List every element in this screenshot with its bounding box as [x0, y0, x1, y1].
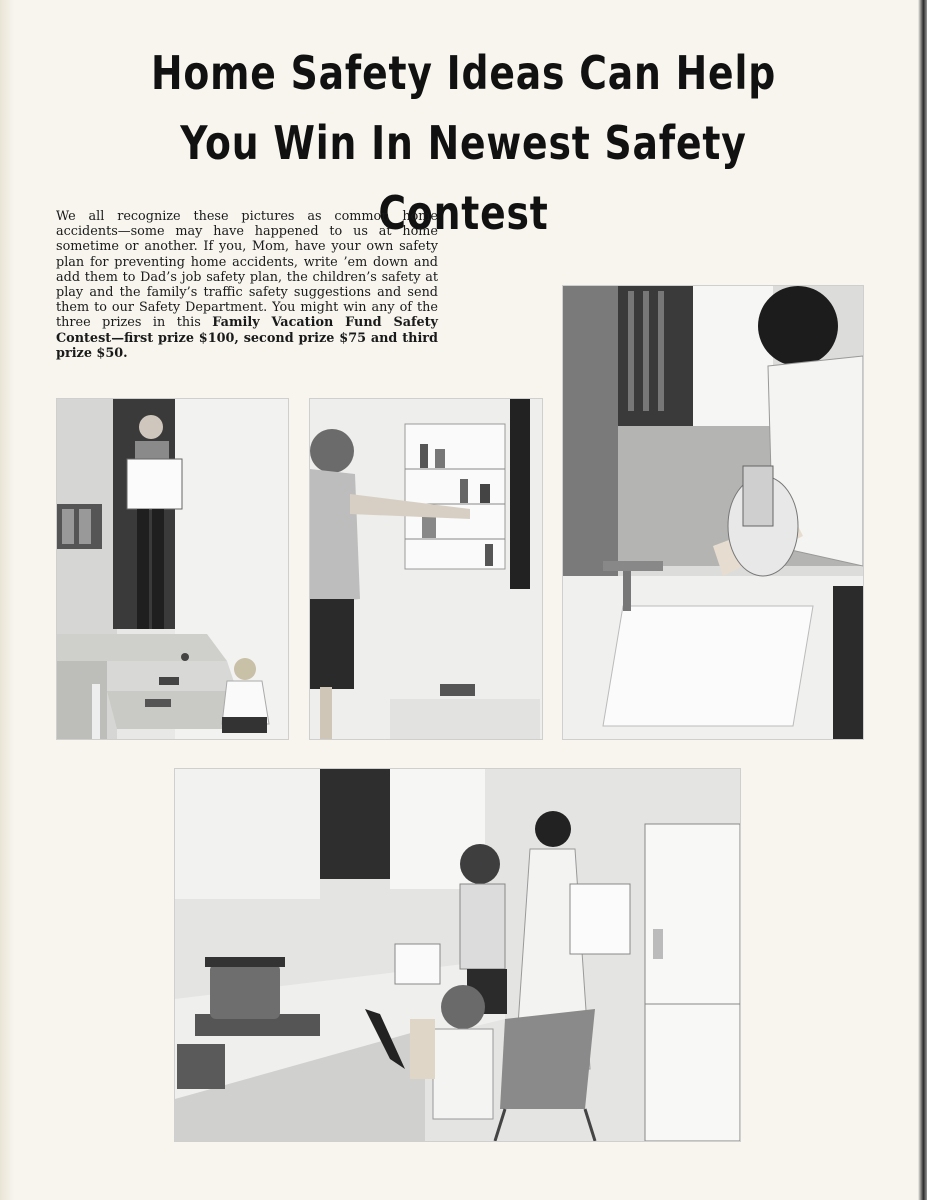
photo-stairs-graphic [57, 399, 288, 739]
page-edge-right [918, 0, 927, 1200]
photo-kitchen-graphic [175, 769, 740, 1141]
photo-sink-mixer [562, 285, 864, 740]
headline-line-2: You Win In Newest Safety Contest [180, 116, 747, 240]
photo-cabinet-graphic [310, 399, 542, 739]
headline-line-1: Home Safety Ideas Can Help [150, 46, 777, 100]
photo-family-kitchen [174, 768, 741, 1142]
photo-medicine-cabinet [309, 398, 543, 740]
page-edge-left [0, 0, 14, 1200]
photo-sink-graphic [563, 286, 863, 739]
contest-prizes: Family Vacation Fund Safety Contest—first prize $100, second prize $75 and third prize $50. [56, 315, 438, 361]
photo-stairs-toys [56, 398, 289, 740]
intro-text: We all recognize these pictures as common home accidents—some may have happened to us at home sometime or another. If you, Mom, have your own safety plan for preventing home accidents, write ’em down and add them to Dad’s job safety plan, the children’s safety at play and the family’s traffic safety suggestions and send them to our Safety Department. You might win any of the three prizes in this [56, 209, 438, 331]
intro-paragraph [56, 209, 438, 361]
